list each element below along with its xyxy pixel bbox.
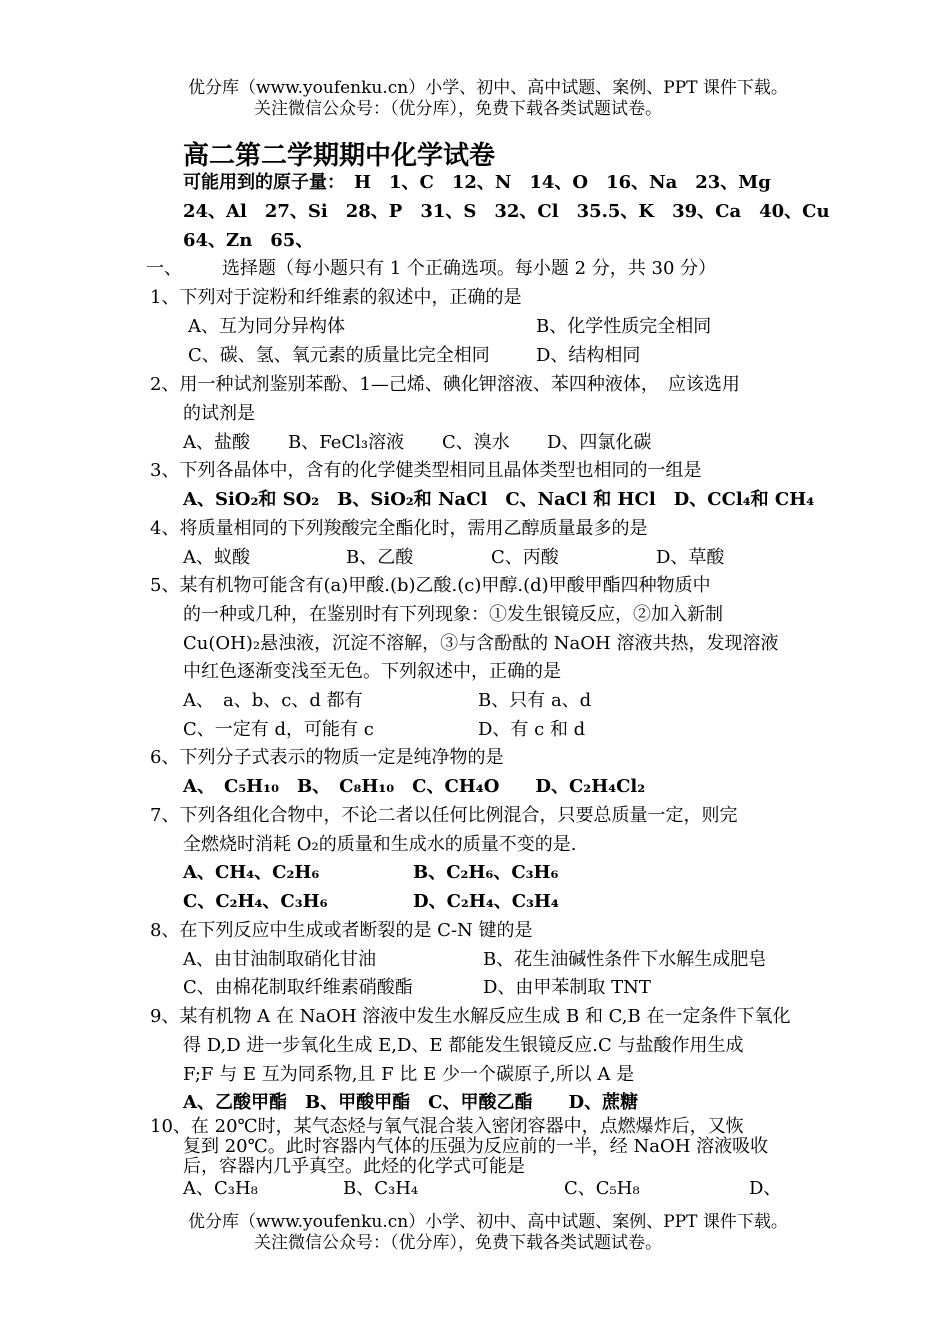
header-line-2: 关注微信公众号：（优分库），免费下载各类试题试卷。 xyxy=(254,99,662,119)
section-number: 一、 xyxy=(146,258,182,279)
q5-option-d: D、有 c 和 d xyxy=(478,719,586,740)
q1-option-b: B、化学性质完全相同 xyxy=(536,316,712,337)
q10-option-b: B、C₃H₄ xyxy=(343,1178,419,1199)
atomic-mass-line-1: 可能用到的原子量： H 1、C 12、N 14、O 16、Na 23、Mg xyxy=(183,172,771,193)
q5-option-b: B、只有 a、d xyxy=(478,690,592,711)
q5-option-c: C、一定有 d，可能有 c xyxy=(183,719,374,740)
q2-option-a: A、盐酸 xyxy=(183,432,250,453)
q7-option-a: A、CH₄、C₂H₆ xyxy=(183,862,320,883)
q4-option-b: B、乙酸 xyxy=(346,547,414,568)
question-10-stem-line-3: 后，容器内几乎真空。此烃的化学式可能是 xyxy=(183,1156,525,1177)
q2-option-b: B、FeCl₃溶液 xyxy=(288,432,405,453)
question-1-stem: 1、下列对于淀粉和纤维素的叙述中，正确的是 xyxy=(150,287,522,308)
q10-option-d: D、 xyxy=(749,1178,782,1199)
q7-option-c: C、C₂H₄、C₃H₆ xyxy=(183,891,328,912)
q1-option-d: D、结构相同 xyxy=(536,345,641,366)
q8-option-d: D、由甲苯制取 TNT xyxy=(483,977,651,998)
header-line-1: 优分库（www.youfenku.cn）小学、初中、高中试题、案例、PPT 课件下载。 xyxy=(188,78,788,98)
q6-options: A、 C₅H₁₀ B、 C₈H₁₀ C、CH₄O D、C₂H₄Cl₂ xyxy=(183,776,646,797)
question-5-stem-line-4: 中红色逐渐变浅至无色。下列叙述中，正确的是 xyxy=(183,661,561,682)
footer-line-1: 优分库（www.youfenku.cn）小学、初中、高中试题、案例、PPT 课件下载。 xyxy=(188,1212,788,1232)
q1-option-a: A、互为同分异构体 xyxy=(188,316,345,337)
q10-option-c: C、C₅H₈ xyxy=(564,1178,640,1199)
question-9-stem-line-1: 9、某有机物 A 在 NaOH 溶液中发生水解反应生成 B 和 C,B 在一定条件下氧化 xyxy=(150,1006,791,1027)
question-5-stem-line-3: Cu(OH)₂悬浊液，沉淀不溶解，③与含酚酞的 NaOH 溶液共热，发现溶液 xyxy=(183,633,779,654)
question-9-stem-line-3: F;F 与 E 互为同系物,且 F 比 E 少一个碳原子,所以 A 是 xyxy=(183,1064,635,1085)
q2-option-c: C、溴水 xyxy=(442,432,510,453)
question-7-stem-line-1: 7、下列各组化合物中，不论二者以任何比例混合，只要总质量一定，则完 xyxy=(150,805,738,826)
atomic-mass-line-2: 24、Al 27、Si 28、P 31、S 32、Cl 35.5、K 39、Ca 40、Cu xyxy=(183,201,830,222)
q8-option-c: C、由棉花制取纤维素硝酸酯 xyxy=(183,977,413,998)
q7-option-b: B、C₂H₆、C₃H₆ xyxy=(413,862,559,883)
q8-option-b: B、花生油碱性条件下水解生成肥皂 xyxy=(483,949,767,970)
page-title: 高二第二学期期中化学试卷 xyxy=(183,141,496,171)
question-9-stem-line-2: 得 D,D 进一步氧化生成 E,D、E 都能发生银镜反应.C 与盐酸作用生成 xyxy=(183,1035,744,1056)
footer-line-2: 关注微信公众号：（优分库），免费下载各类试题试卷。 xyxy=(254,1233,662,1253)
question-4-stem: 4、将质量相同的下列羧酸完全酯化时，需用乙醇质量最多的是 xyxy=(150,518,648,539)
q4-option-a: A、蚁酸 xyxy=(183,547,250,568)
q3-options: A、SiO₂和 SO₂ B、SiO₂和 NaCl C、NaCl 和 HCl D、CCl₄和 CH₄ xyxy=(183,489,815,510)
q7-option-d: D、C₂H₄、C₃H₄ xyxy=(413,891,559,912)
q9-options: A、乙酸甲酯 B、甲酸甲酯 C、甲酸乙酯 D、蔗糖 xyxy=(183,1092,639,1113)
question-2-stem-line-2: 的试剂是 xyxy=(183,403,255,424)
q5-option-a: A、 a、b、c、d 都有 xyxy=(183,690,363,711)
question-8-stem: 8、在下列反应中生成或者断裂的是 C-N 键的是 xyxy=(150,920,533,941)
question-2-stem-line-1: 2、用一种试剂鉴别苯酚、1—己烯、碘化钾溶液、苯四种液体， 应该选用 xyxy=(150,374,740,395)
question-10-stem-line-1: 10、在 20℃时，某气态烃与氧气混合装入密闭容器中，点燃爆炸后，又恢 xyxy=(150,1116,744,1137)
q8-option-a: A、由甘油制取硝化甘油 xyxy=(183,949,376,970)
question-5-stem-line-2: 的一种或几种，在鉴别时有下列现象：①发生银镜反应，②加入新制 xyxy=(183,604,723,625)
q4-option-c: C、丙酸 xyxy=(491,547,559,568)
q1-option-c: C、碳、氢、氧元素的质量比完全相同 xyxy=(188,345,490,366)
question-6-stem: 6、下列分子式表示的物质一定是纯净物的是 xyxy=(150,747,504,768)
section-heading: 选择题（每小题只有 1 个正确选项。每小题 2 分，共 30 分） xyxy=(222,258,717,279)
q10-option-a: A、C₃H₈ xyxy=(183,1178,258,1199)
question-3-stem: 3、下列各晶体中，含有的化学健类型相同且晶体类型也相同的一组是 xyxy=(150,460,702,481)
q2-option-d: D、四氯化碳 xyxy=(547,432,652,453)
question-10-stem-line-2: 复到 20℃。此时容器内气体的压强为反应前的一半，经 NaOH 溶液吸收 xyxy=(183,1136,769,1157)
question-5-stem-line-1: 5、某有机物可能含有(a)甲酸.(b)乙酸.(c)甲醇.(d)甲酸甲酯四种物质中 xyxy=(150,575,711,596)
atomic-mass-line-3: 64、Zn 65、 xyxy=(183,230,314,251)
q4-option-d: D、草酸 xyxy=(656,547,725,568)
question-7-stem-line-2: 全燃烧时消耗 O₂的质量和生成水的质量不变的是. xyxy=(183,834,577,855)
